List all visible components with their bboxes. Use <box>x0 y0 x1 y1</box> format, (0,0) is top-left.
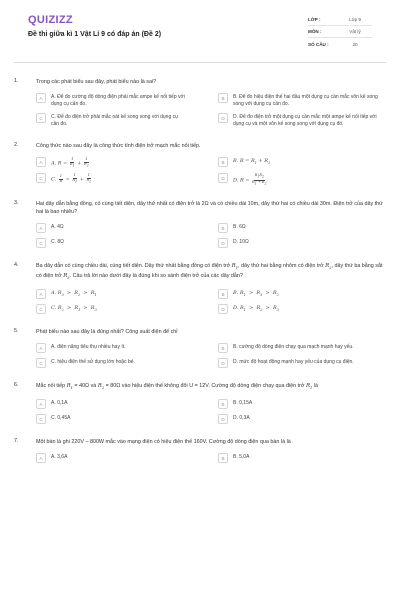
document-title: Đề thi giữa kì 1 Vật Lí 9 có đáp án (Đề 2) <box>28 31 162 38</box>
options-grid <box>36 289 386 314</box>
option-text: B. 0,15A <box>233 400 253 407</box>
question-2 <box>14 142 386 186</box>
meta-value: Vật lý <box>349 29 361 34</box>
question-number: 2. <box>14 142 19 148</box>
option-letter: B <box>218 157 228 167</box>
meta-box <box>308 14 372 50</box>
option-letter: A <box>36 399 46 409</box>
option-letter: A <box>36 223 46 233</box>
option-text: A. 0,1A <box>51 400 68 407</box>
meta-label: SỐ CÂU : <box>308 41 329 47</box>
option-d[interactable] <box>218 358 386 368</box>
option-text: B. cường độ dòng điện chạy qua mạch mạnh hay yếu. <box>233 344 354 351</box>
meta-value: 20 <box>352 41 358 47</box>
quizizz-logo: QUIZIZZ <box>28 14 73 26</box>
option-letter: B <box>218 343 228 353</box>
question-text: Trong các phát biểu sau đây, phát biểu nào là sai? <box>36 79 157 85</box>
option-formula: B. $R = R_1 + R_2$ <box>233 158 271 165</box>
option-text: B. Để đo hiệu điện thế hai đầu một dụng cụ cần mắc vôn kế song song với dụng cụ cần đo. <box>233 94 378 107</box>
option-a[interactable] <box>36 157 204 168</box>
question-1 <box>14 78 386 128</box>
option-letter: C <box>36 238 46 248</box>
option-letter: C <box>36 173 46 183</box>
option-letter: B <box>218 399 228 409</box>
option-letter: B <box>218 289 228 299</box>
question-text: Công thức nào sau đây là công thức tính điện trở mạch mắc nối tiếp. <box>36 143 201 149</box>
option-b[interactable] <box>218 157 386 168</box>
option-text: D. 10Ω <box>233 239 249 246</box>
option-c[interactable] <box>36 358 204 368</box>
option-letter: B <box>218 223 228 233</box>
question-number: 1. <box>14 78 19 84</box>
option-letter: D <box>218 113 228 123</box>
option-text: C. 0,45A <box>51 415 71 422</box>
meta-row-class <box>308 14 372 26</box>
option-text: D. 0,3A <box>233 415 250 422</box>
meta-row-subject <box>308 26 372 38</box>
option-letter: A <box>36 93 46 103</box>
question-4 <box>14 262 386 314</box>
meta-label: LỚP : <box>308 17 321 22</box>
option-d[interactable] <box>218 173 386 186</box>
option-c[interactable] <box>36 173 204 186</box>
question-number: 3. <box>14 200 19 207</box>
options-grid <box>36 343 386 368</box>
options-grid <box>36 157 386 186</box>
option-formula: C. $\frac{1}{R}$ = $\frac{1}{R_1}$ + $\frac{1}{R_2}$ <box>51 173 92 184</box>
option-formula: D. $R_1 > R_2 > R_3$ <box>233 305 279 313</box>
option-c[interactable] <box>36 414 204 424</box>
options-grid <box>36 93 386 128</box>
option-text: B. 5,0A <box>233 454 250 461</box>
option-d[interactable] <box>218 113 386 128</box>
option-a[interactable] <box>36 289 204 299</box>
option-formula: D. R = $\frac{R_1R_2}{R_1 + R_2}$ <box>233 173 267 186</box>
option-letter: A <box>36 453 46 463</box>
options-grid <box>36 399 386 424</box>
option-a[interactable] <box>36 343 204 353</box>
option-b[interactable] <box>218 289 386 299</box>
option-letter: B <box>218 453 228 463</box>
question-number: 6. <box>14 382 19 389</box>
option-letter: D <box>218 173 228 183</box>
option-a[interactable] <box>36 453 204 463</box>
option-formula: C. $R_2 > R_1 > R_3$ <box>51 305 97 313</box>
meta-label: MÔN : <box>308 29 322 34</box>
question-3 <box>14 200 386 248</box>
option-text: C. Để đo điện trở phải mắc oát kế song song với dụng cụ cần đo. <box>51 114 178 127</box>
option-letter: D <box>218 414 228 424</box>
option-a[interactable] <box>36 399 204 409</box>
option-b[interactable] <box>218 343 386 353</box>
meta-value: Lớp 9 <box>349 17 361 22</box>
question-text: Hai dây dẫn bằng đồng, có cùng tiết diện, dây thứ nhất có điện trở là 2Ω và có chiều dài 10m, dây thứ hai có chiều dài 30m. Điện trở của dây thứ hai là bao nhiêu? <box>36 201 383 216</box>
option-letter: A <box>36 157 46 167</box>
question-5 <box>14 328 386 368</box>
option-text: A. 3,6A <box>51 454 68 461</box>
question-list <box>14 78 386 477</box>
option-b[interactable] <box>218 399 386 409</box>
option-text: D. mức độ hoạt động mạnh hay yếu của dụng cụ điện. <box>233 359 354 366</box>
option-letter: D <box>218 238 228 248</box>
option-text: B. 6Ω <box>233 224 246 231</box>
question-number: 4. <box>14 262 19 269</box>
option-c[interactable] <box>36 238 204 248</box>
option-text: C. hiệu điện thế sử dụng lớn hoặc bé. <box>51 359 135 366</box>
option-formula: A. R = $\frac{1}{R_1}$ + $\frac{1}{R_2}$ <box>51 157 89 168</box>
question-number: 5. <box>14 328 19 335</box>
question-text: Một bàn là ghi 220V – 800W mắc vào mạng điện có hiệu điện thế 160V. Cường độ dòng điện qua bàn là là <box>36 439 291 446</box>
option-letter: D <box>218 358 228 368</box>
question-number: 7. <box>14 438 19 445</box>
option-d[interactable] <box>218 304 386 314</box>
options-grid <box>36 453 386 463</box>
worksheet-header <box>14 0 386 60</box>
option-letter: C <box>36 414 46 424</box>
option-d[interactable] <box>218 238 386 248</box>
option-letter: A <box>36 289 46 299</box>
header-divider <box>14 62 386 63</box>
option-letter: C <box>36 113 46 123</box>
option-b[interactable] <box>218 93 386 108</box>
option-text: A. Để đo cường độ dòng điện phải mắc ampe kế nối tiếp với dụng cụ cần đo. <box>51 94 185 107</box>
question-text: Ba dây dẫn có cùng chiều dài, cùng tiết diện. Dây thứ nhất bằng đồng có điện trở $R_1$, dây thứ hai bằng nhôm có điện trở $R_2$, dây thứ ba bằng sắt có điện trở $R_3$. Câu trả lời nào dưới đây là đúng khi so sánh điện trở của các dây dẫn? <box>36 263 383 281</box>
option-formula: B. $R_1 > R_3 > R_2$ <box>233 290 279 298</box>
option-d[interactable] <box>218 414 386 424</box>
option-text: A. 4Ω <box>51 224 64 231</box>
option-c[interactable] <box>36 304 204 314</box>
option-b[interactable] <box>218 453 386 463</box>
question-text: Mắc nối tiếp $R_1 = 40\Omega$ và $R_2 = 80\Omega$ vào hiệu điện thế không đổi U = 12V. Cường độ dòng điện chạy qua điện trở $R_1$ là <box>36 383 319 391</box>
option-letter: B <box>218 93 228 103</box>
option-formula: A. $R_3 > R_2 > R_1$ <box>51 290 97 298</box>
options-grid <box>36 223 386 248</box>
option-letter: A <box>36 343 46 353</box>
option-letter: C <box>36 304 46 314</box>
option-a[interactable] <box>36 93 204 108</box>
option-letter: D <box>218 304 228 314</box>
question-7 <box>14 438 386 463</box>
option-text: A. điện năng tiêu thụ nhiều hay ít. <box>51 344 126 351</box>
option-a[interactable] <box>36 223 204 233</box>
option-letter: C <box>36 358 46 368</box>
option-c[interactable] <box>36 113 204 128</box>
question-text: Phát biểu nào sau đây là đúng nhất? Công suất điện để chỉ <box>36 329 178 336</box>
meta-row-count <box>308 38 372 50</box>
option-text: C. 8Ω <box>51 239 64 246</box>
question-6 <box>14 382 386 424</box>
option-b[interactable] <box>218 223 386 233</box>
option-text: D. Để đo điện trở một dụng cụ cần mắc một ampe kế nối tiếp với dụng cụ và một vôn kế song song với dụng cụ đó. <box>233 114 377 127</box>
